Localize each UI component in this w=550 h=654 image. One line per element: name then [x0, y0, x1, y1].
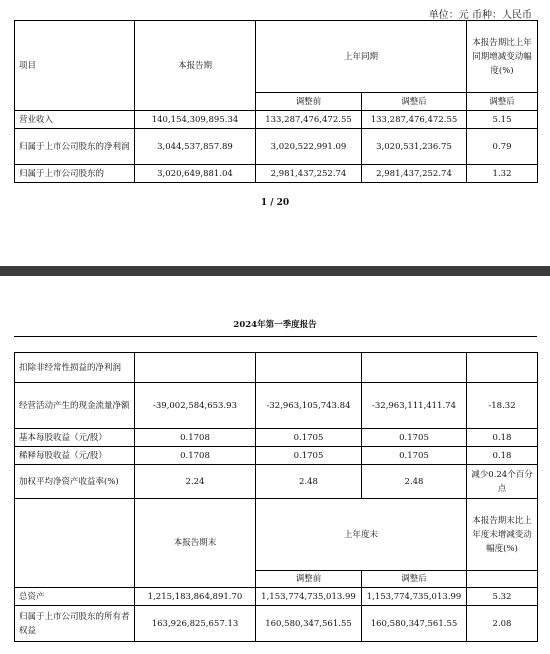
- page-number: 1 / 20: [260, 198, 290, 208]
- change-pct-value: 5.15: [467, 111, 538, 129]
- change-pct-value: 1.32: [467, 165, 538, 183]
- before-adjustment-value: 2,981,437,252.74: [256, 165, 362, 183]
- row-label: 稀释每股收益（元/股）: [15, 447, 135, 465]
- change-pct-value: 0.79: [467, 129, 538, 165]
- row-label: 加权平均净资产收益率(%): [15, 465, 135, 499]
- before-adjustment-value: 1,153,774,735,013.99: [256, 588, 362, 606]
- header-current-period: 本报告期: [135, 21, 256, 111]
- table-row: [15, 165, 538, 183]
- before-adjustment-value: 2.48: [256, 465, 362, 499]
- header-change-empty: [467, 571, 538, 588]
- current-value: [135, 353, 256, 383]
- header-after-adjustment: 调整后: [362, 93, 467, 111]
- financial-table-page1: [14, 20, 538, 183]
- before-adjustment-value: 133,287,476,472.55: [256, 111, 362, 129]
- row-label: 归属于上市公司股东的净利润: [15, 129, 135, 165]
- header-change-pct: 本报告期比上年同期增减变动幅度(%): [467, 21, 538, 93]
- after-adjustment-value: 0.1705: [362, 429, 467, 447]
- table-row: [15, 111, 538, 129]
- after-adjustment-value: 2,981,437,252.74: [362, 165, 467, 183]
- before-adjustment-value: -32,963,105,743.84: [256, 383, 362, 429]
- row-label: 营业收入: [15, 111, 135, 129]
- change-pct-value: 5.32: [467, 588, 538, 606]
- currency-unit-note: 单位：元 币种：人民币: [428, 10, 532, 21]
- header-before-adjustment-2: 调整前: [256, 571, 362, 588]
- before-adjustment-value: 0.1705: [256, 429, 362, 447]
- after-adjustment-value: [362, 353, 467, 383]
- after-adjustment-value: 3,020,531,236.75: [362, 129, 467, 165]
- before-adjustment-value: [256, 353, 362, 383]
- change-pct-value: -18.32: [467, 383, 538, 429]
- header-last-year-end: 上年度末: [256, 499, 467, 571]
- page-separator: [0, 266, 550, 276]
- table-header-row: [15, 21, 538, 93]
- table-row: [15, 465, 538, 499]
- table-row: [15, 129, 538, 165]
- current-value: 2.24: [135, 465, 256, 499]
- table-row: [15, 588, 538, 606]
- change-pct-value: 0.18: [467, 429, 538, 447]
- change-pct-value: [467, 353, 538, 383]
- header-same-period-last-year: 上年同期: [256, 21, 467, 93]
- table-row: [15, 383, 538, 429]
- row-label: 归属于上市公司股东的所有者权益: [15, 606, 135, 642]
- row-label: 归属于上市公司股东的: [15, 165, 135, 183]
- after-adjustment-value: 160,580,347,561.55: [362, 606, 467, 642]
- table-row: [15, 447, 538, 465]
- table-row: [15, 429, 538, 447]
- header-change-pct-end: 本报告期末比上年度末增减变动幅度(%): [467, 499, 538, 571]
- header-after-adjustment-2: 调整后: [362, 571, 467, 588]
- current-value: -39,002,584,653.93: [135, 383, 256, 429]
- before-adjustment-value: 160,580,347,561.55: [256, 606, 362, 642]
- before-adjustment-value: 0.1705: [256, 447, 362, 465]
- title-underline: [14, 336, 537, 337]
- header-before-adjustment: 调整前: [256, 93, 362, 111]
- table-header-row-2: [15, 499, 538, 571]
- change-pct-value: 减少0.24个百分点: [467, 465, 538, 499]
- after-adjustment-value: -32,963,111,411.74: [362, 383, 467, 429]
- change-pct-value: 0.18: [467, 447, 538, 465]
- after-adjustment-value: 133,287,476,472.55: [362, 111, 467, 129]
- row-label: 经营活动产生的现金流量净额: [15, 383, 135, 429]
- table-row: [15, 606, 538, 642]
- header-period-end: 本报告期末: [135, 499, 256, 588]
- row-label: 扣除非经常性损益的净利润: [15, 353, 135, 383]
- before-adjustment-value: 3,020,522,991.09: [256, 129, 362, 165]
- header-after-adjustment-change: 调整后: [467, 93, 538, 111]
- after-adjustment-value: 2.48: [362, 465, 467, 499]
- current-value: 163,926,825,657.13: [135, 606, 256, 642]
- header-item: 项目: [15, 21, 135, 111]
- header-item-empty: [15, 499, 135, 588]
- after-adjustment-value: 1,153,774,735,013.99: [362, 588, 467, 606]
- financial-table-page2: [14, 352, 538, 642]
- change-pct-value: 2.08: [467, 606, 538, 642]
- report-title: 2024年第一季度报告: [233, 320, 317, 330]
- current-value: 0.1708: [135, 447, 256, 465]
- row-label: 基本每股收益（元/股）: [15, 429, 135, 447]
- after-adjustment-value: 0.1705: [362, 447, 467, 465]
- current-value: 0.1708: [135, 429, 256, 447]
- table-row: [15, 353, 538, 383]
- current-value: 3,020,649,881.04: [135, 165, 256, 183]
- current-value: 3,044,537,857.89: [135, 129, 256, 165]
- current-value: 140,154,309,895.34: [135, 111, 256, 129]
- row-label: 总资产: [15, 588, 135, 606]
- current-value: 1,215,183,864,891.70: [135, 588, 256, 606]
